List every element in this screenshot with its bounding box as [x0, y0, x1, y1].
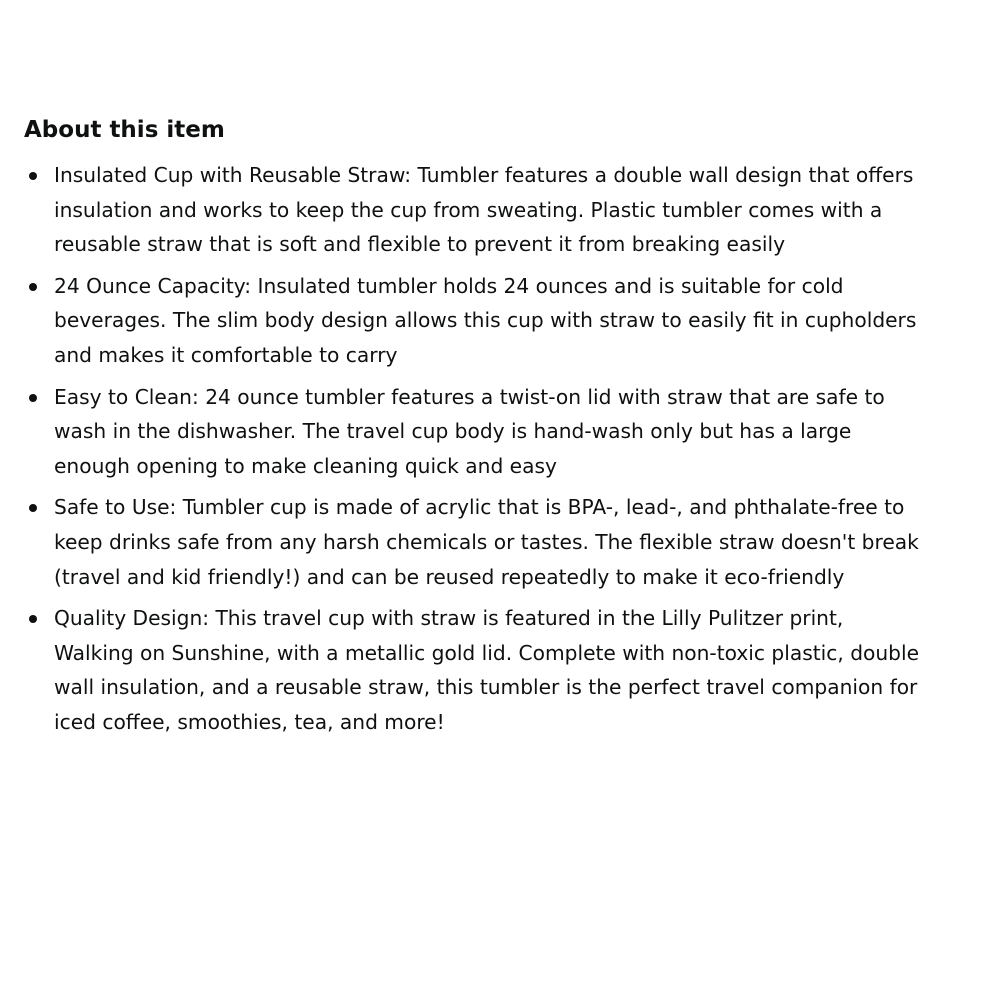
- feature-bullet: [24, 490, 924, 594]
- about-heading: About this item: [24, 117, 225, 143]
- feature-bullet-text: Easy to Clean: 24 ounce tumbler features a twist-on lid with straw that are safe to wash in the dishwasher. The travel cup body is hand-wash only but has a large enough opening to make cleaning quick and easy: [54, 384, 885, 478]
- bullet-dot-icon: [29, 504, 37, 512]
- feature-bullet-text: 24 Ounce Capacity: Insulated tumbler holds 24 ounces and is suitable for cold beverages. The slim body design allows this cup with straw to easily fit in cupholders and makes it comfortable to carry: [54, 273, 917, 367]
- feature-bullet: [24, 269, 924, 373]
- bullet-dot-icon: [29, 172, 37, 180]
- about-this-item-section: [24, 112, 924, 747]
- feature-bullet-text: Quality Design: This travel cup with straw is featured in the Lilly Pulitzer print, Walking on Sunshine, with a metallic gold lid. Complete with non-toxic plastic, double wall insulation, and a reusable straw, this tumbler is the perfect travel companion for iced coffee, smoothies, tea, and more!: [54, 606, 919, 734]
- feature-bullet: [24, 158, 924, 262]
- bullet-dot-icon: [29, 615, 37, 623]
- feature-bullet-text: Safe to Use: Tumbler cup is made of acrylic that is BPA-, lead-, and phthalate-free to keep drinks safe from any harsh chemicals or tastes. The flexible straw doesn't break (travel and kid friendly!) and can be reused repeatedly to make it eco-friendly: [54, 495, 919, 589]
- feature-bullet-list: [24, 158, 924, 740]
- feature-bullet: [24, 601, 924, 739]
- bullet-dot-icon: [29, 394, 37, 402]
- bullet-dot-icon: [29, 283, 37, 291]
- feature-bullet-text: Insulated Cup with Reusable Straw: Tumbler features a double wall design that offers insulation and works to keep the cup from sweating. Plastic tumbler comes with a reusable straw that is soft and flexible to prevent it from breaking easily: [54, 163, 914, 257]
- feature-bullet: [24, 380, 924, 484]
